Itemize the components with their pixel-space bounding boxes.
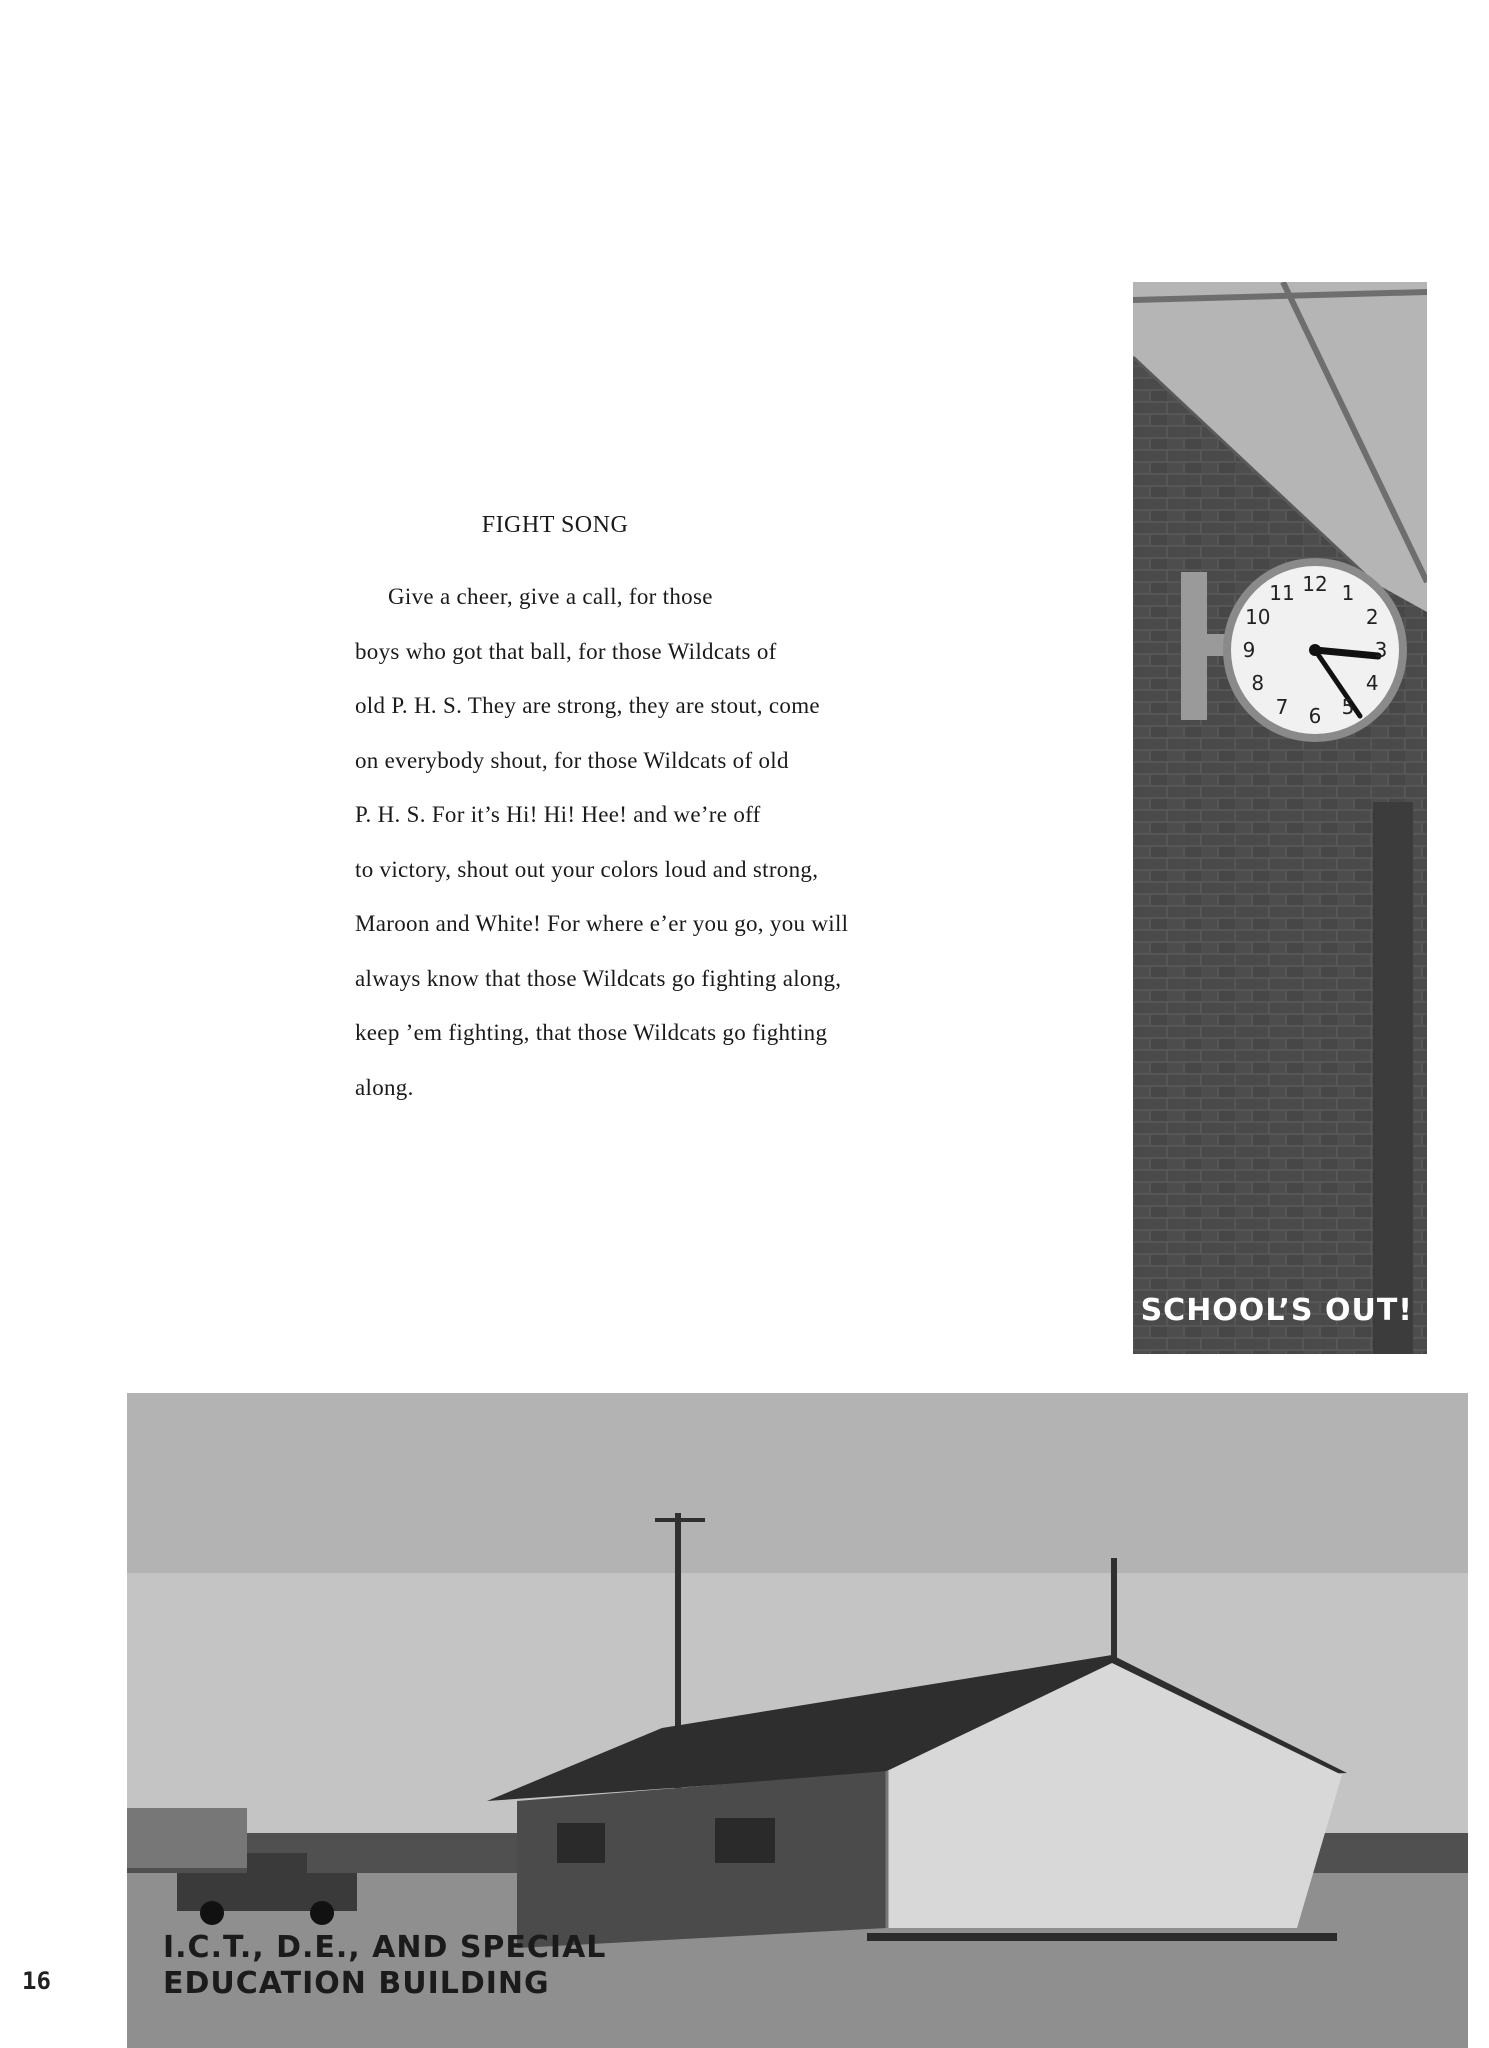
clock-numeral: 8 [1251,671,1265,695]
clock-numeral: 12 [1302,572,1328,596]
clock-face-numerals [1133,282,1427,1354]
clock-photo-caption: SCHOOL’S OUT! [1140,1293,1413,1328]
clock-numeral: 10 [1245,605,1271,629]
clock-numeral: 5 [1341,695,1355,720]
building-photo-caption [163,1930,606,2002]
clock-numeral: 1 [1341,580,1355,605]
clock-numeral: 2 [1365,605,1379,629]
page-number: 16 [22,1967,51,1995]
poem-line: to victory, shout out your colors loud and strong, [355,856,819,882]
poem-line: keep ’em fighting, that those Wildcats go fighting [355,1020,828,1045]
poem-line: old P. H. S. They are strong, they are stout, come [355,693,820,718]
building-caption-line-2: EDUCATION BUILDING [163,1966,550,2001]
poem-body [355,570,848,1115]
poem-line: boys who got that ball, for those Wildcats of [355,638,777,664]
building-photo [127,1393,1468,2048]
clock-numeral: 7 [1275,695,1289,720]
building-caption-line-1: I.C.T., D.E., AND SPECIAL [163,1930,607,1965]
poem-line: Give a cheer, give a call, for those [388,584,713,609]
clock-numeral: 9 [1242,638,1256,662]
clock-numeral: 6 [1308,704,1322,728]
poem-line: P. H. S. For it’s Hi! Hi! Hee! and we’re off [355,802,761,827]
clock-numeral: 3 [1374,638,1388,662]
poem-line: Maroon and White! For where e’er you go, you will [355,911,849,936]
clock-numeral: 4 [1365,671,1379,695]
clock-photo [1133,282,1427,1354]
poem-line: along. [355,1074,414,1100]
poem-line: always know that those Wildcats go fighting along, [355,965,842,991]
poem-line: on everybody shout, for those Wildcats of old [355,747,789,773]
clock-numeral: 11 [1269,580,1295,605]
